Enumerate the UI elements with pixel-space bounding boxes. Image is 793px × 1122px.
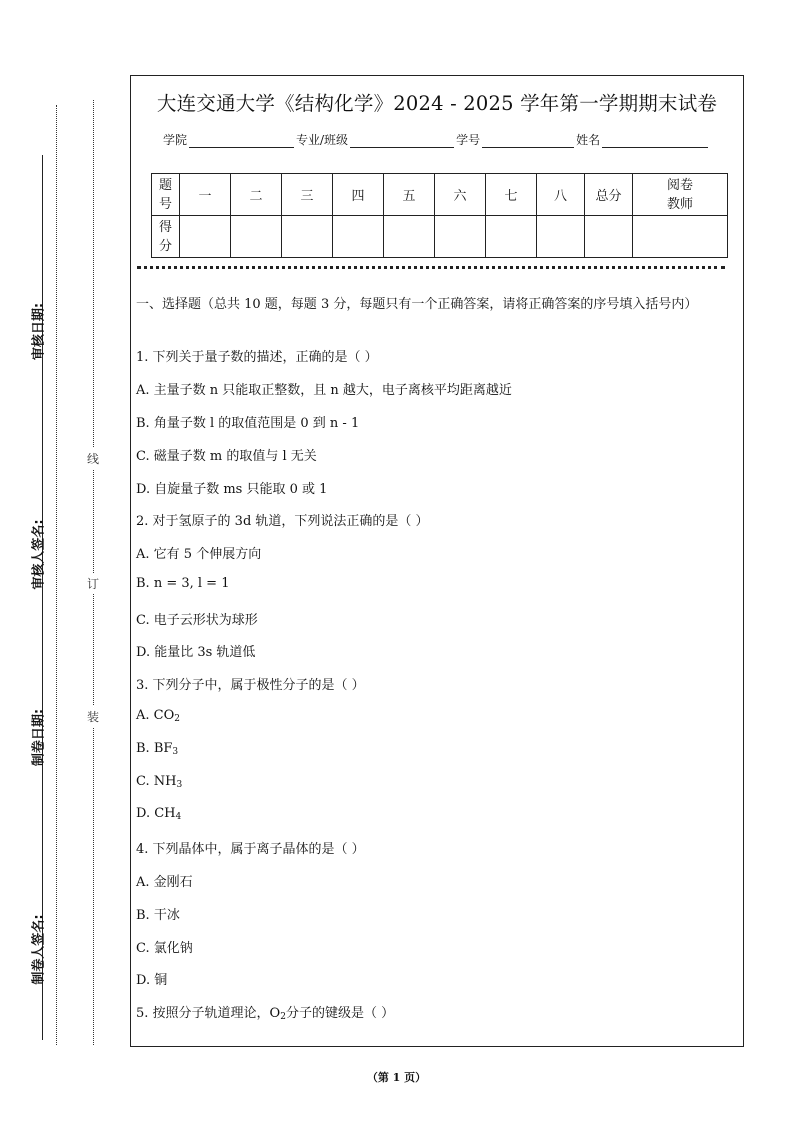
option-c: C. 磁量子数 m 的取值与 l 无关 [136, 449, 317, 464]
dotted-line-inner [56, 105, 57, 1045]
option-b: B. 干冰 [136, 908, 180, 923]
option-c: C. $NH_3$ [136, 774, 183, 790]
question-stem: 4. 下列晶体中，属于离子晶体的是（ ） [136, 842, 365, 857]
score-col-header: 六 [435, 174, 486, 216]
option-b: B. 角量子数 l 的取值范围是 0 到 n - 1 [136, 416, 360, 431]
dotted-separator [137, 266, 725, 269]
score-cell[interactable] [435, 216, 486, 258]
field-college-blank[interactable] [189, 133, 294, 148]
page-footer: （第 1 页） [366, 1071, 427, 1084]
score-cell[interactable] [333, 216, 384, 258]
binding-char-staple: 订 [87, 573, 99, 594]
option-d: D. 自旋量子数 ms 只能取 0 或 1 [136, 482, 328, 497]
exam-title: 大连交通大学《结构化学》2024 - 2025 学年第一学期期末试卷 [156, 92, 718, 115]
field-college-label: 学院 [163, 133, 188, 147]
reviewer-signature-label: 审核人签名: [31, 519, 47, 590]
option-c: C. 氯化钠 [136, 941, 193, 956]
question-stem: 5. 按照分子轨道理论，$O_2$分子的键级是（ ） [136, 1006, 395, 1022]
score-cell[interactable] [537, 216, 585, 258]
exam-made-date-label: 制卷日期: [31, 708, 47, 767]
section-intro: 一、选择题（总共 10 题，每题 3 分，每题只有一个正确答案，请将正确答案的序号填入括号内） [136, 297, 698, 312]
score-table [151, 173, 728, 258]
option-a: A. 金刚石 [136, 875, 193, 890]
score-table-header-question: 题 号 [152, 174, 180, 216]
score-col-header: 五 [384, 174, 435, 216]
score-col-header-grader: 阅卷 教师 [633, 174, 728, 216]
score-col-header: 三 [282, 174, 333, 216]
option-a: A. $CO_2$ [136, 708, 180, 724]
option-d: D. 能量比 3s 轨道低 [136, 645, 256, 660]
score-cell[interactable] [180, 216, 231, 258]
student-info-row [163, 131, 710, 148]
option-b: B. n = 3, l = 1 [136, 576, 230, 591]
option-d: D. 铜 [136, 973, 168, 988]
question-stem: 2. 对于氢原子的 3d 轨道，下列说法正确的是（ ） [136, 514, 429, 529]
score-table-header-score: 得 分 [152, 216, 180, 258]
field-name-label: 姓名 [576, 133, 601, 147]
score-cell[interactable] [282, 216, 333, 258]
exam-maker-signature-label: 制卷人签名: [31, 914, 47, 985]
score-col-header: 四 [333, 174, 384, 216]
score-cell[interactable] [384, 216, 435, 258]
score-col-header: 八 [537, 174, 585, 216]
score-cell[interactable] [231, 216, 282, 258]
option-a: A. 它有 5 个伸展方向 [136, 547, 262, 562]
score-cell-grader[interactable] [633, 216, 728, 258]
score-col-header: 七 [486, 174, 537, 216]
score-col-header: 二 [231, 174, 282, 216]
field-id-label: 学号 [456, 133, 481, 147]
binding-char-bind: 装 [87, 706, 99, 727]
field-major-blank[interactable] [350, 133, 454, 148]
question-stem: 1. 下列关于量子数的描述，正确的是（ ） [136, 350, 378, 365]
field-major-label: 专业/班级 [296, 133, 349, 147]
binding-char-line: 线 [87, 448, 99, 469]
review-date-label: 审核日期: [31, 302, 47, 361]
option-b: B. $BF_3$ [136, 741, 179, 757]
score-col-header-total: 总分 [585, 174, 633, 216]
option-a: A. 主量子数 n 只能取正整数，且 n 越大，电子离核平均距离越近 [136, 383, 512, 398]
field-id-blank[interactable] [482, 133, 574, 148]
option-d: D. $CH_4$ [136, 806, 182, 822]
field-name-blank[interactable] [602, 133, 708, 148]
option-c: C. 电子云形状为球形 [136, 613, 258, 628]
score-col-header: 一 [180, 174, 231, 216]
score-cell-total[interactable] [585, 216, 633, 258]
question-stem: 3. 下列分子中，属于极性分子的是（ ） [136, 678, 365, 693]
score-cell[interactable] [486, 216, 537, 258]
